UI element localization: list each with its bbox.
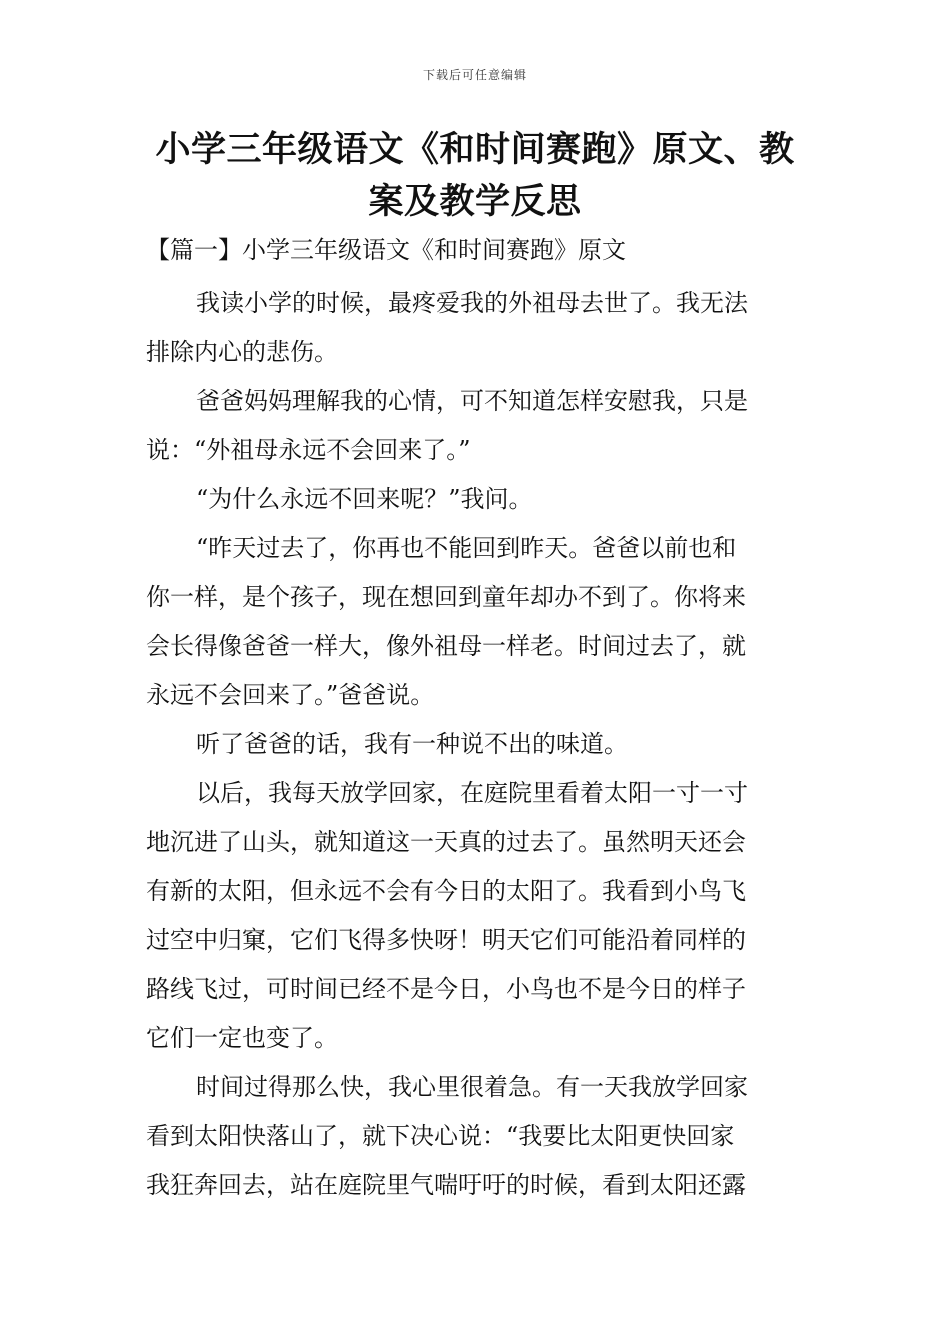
paragraph — [146, 769, 806, 1063]
text-line: 会长得像爸爸一样大，像外祖母一样老。时间过去了，就 — [146, 632, 746, 660]
paragraph — [146, 524, 806, 720]
text-line: 有新的太阳，但永远不会有今日的太阳了。我看到小鸟飞 — [146, 877, 746, 905]
paragraph — [146, 377, 806, 475]
paragraph — [146, 1063, 806, 1210]
header-note: 下载后可任意编辑 — [422, 68, 527, 82]
title-line: 案及教学反思 — [368, 182, 582, 222]
text-line: 看到太阳快落山了，就下决心说：“我要比太阳更快回家 — [146, 1122, 735, 1150]
body-text — [146, 279, 806, 1210]
text-line: 以后，我每天放学回家，在庭院里看着太阳一寸一寸 — [196, 779, 748, 807]
text-line: 爸爸妈妈理解我的心情，可不知道怎样安慰我，只是 — [196, 387, 748, 415]
paragraph — [146, 279, 806, 377]
document-title — [120, 124, 830, 228]
text-line: 你一样，是个孩子，现在想回到童年却办不到了。你将来 — [146, 583, 746, 611]
text-line: 永远不会回来了。”爸爸说。 — [146, 681, 435, 709]
text-line: 过空中归窠，它们飞得多快呀！明天它们可能沿着同样的 — [146, 926, 746, 954]
text-line: “为什么永远不回来呢？”我问。 — [196, 485, 533, 513]
text-line: “昨天过去了，你再也不能回到昨天。爸爸以前也和 — [196, 534, 737, 562]
text-line: 时间过得那么快，我心里很着急。有一天我放学回家 — [196, 1073, 748, 1101]
paragraph — [146, 475, 806, 524]
text-line: 排除内心的悲伤。 — [146, 338, 338, 366]
text-line: 我读小学的时候，最疼爱我的外祖母去世了。我无法 — [196, 289, 748, 317]
text-line: 听了爸爸的话，我有一种说不出的味道。 — [196, 730, 628, 758]
text-line: 它们一定也变了。 — [146, 1024, 338, 1052]
section-heading: 【篇一】小学三年级语文《和时间赛跑》原文 — [146, 236, 626, 264]
text-line: 路线飞过，可时间已经不是今日，小鸟也不是今日的样子 — [146, 975, 746, 1003]
text-line: 地沉进了山头，就知道这一天真的过去了。虽然明天还会 — [146, 828, 746, 856]
text-line: 说：“外祖母永远不会回来了。” — [146, 436, 471, 464]
title-line: 小学三年级语文《和时间赛跑》原文、教 — [155, 130, 795, 170]
text-line: 我狂奔回去，站在庭院里气喘吁吁的时候，看到太阳还露 — [146, 1171, 746, 1199]
paragraph — [146, 720, 806, 769]
